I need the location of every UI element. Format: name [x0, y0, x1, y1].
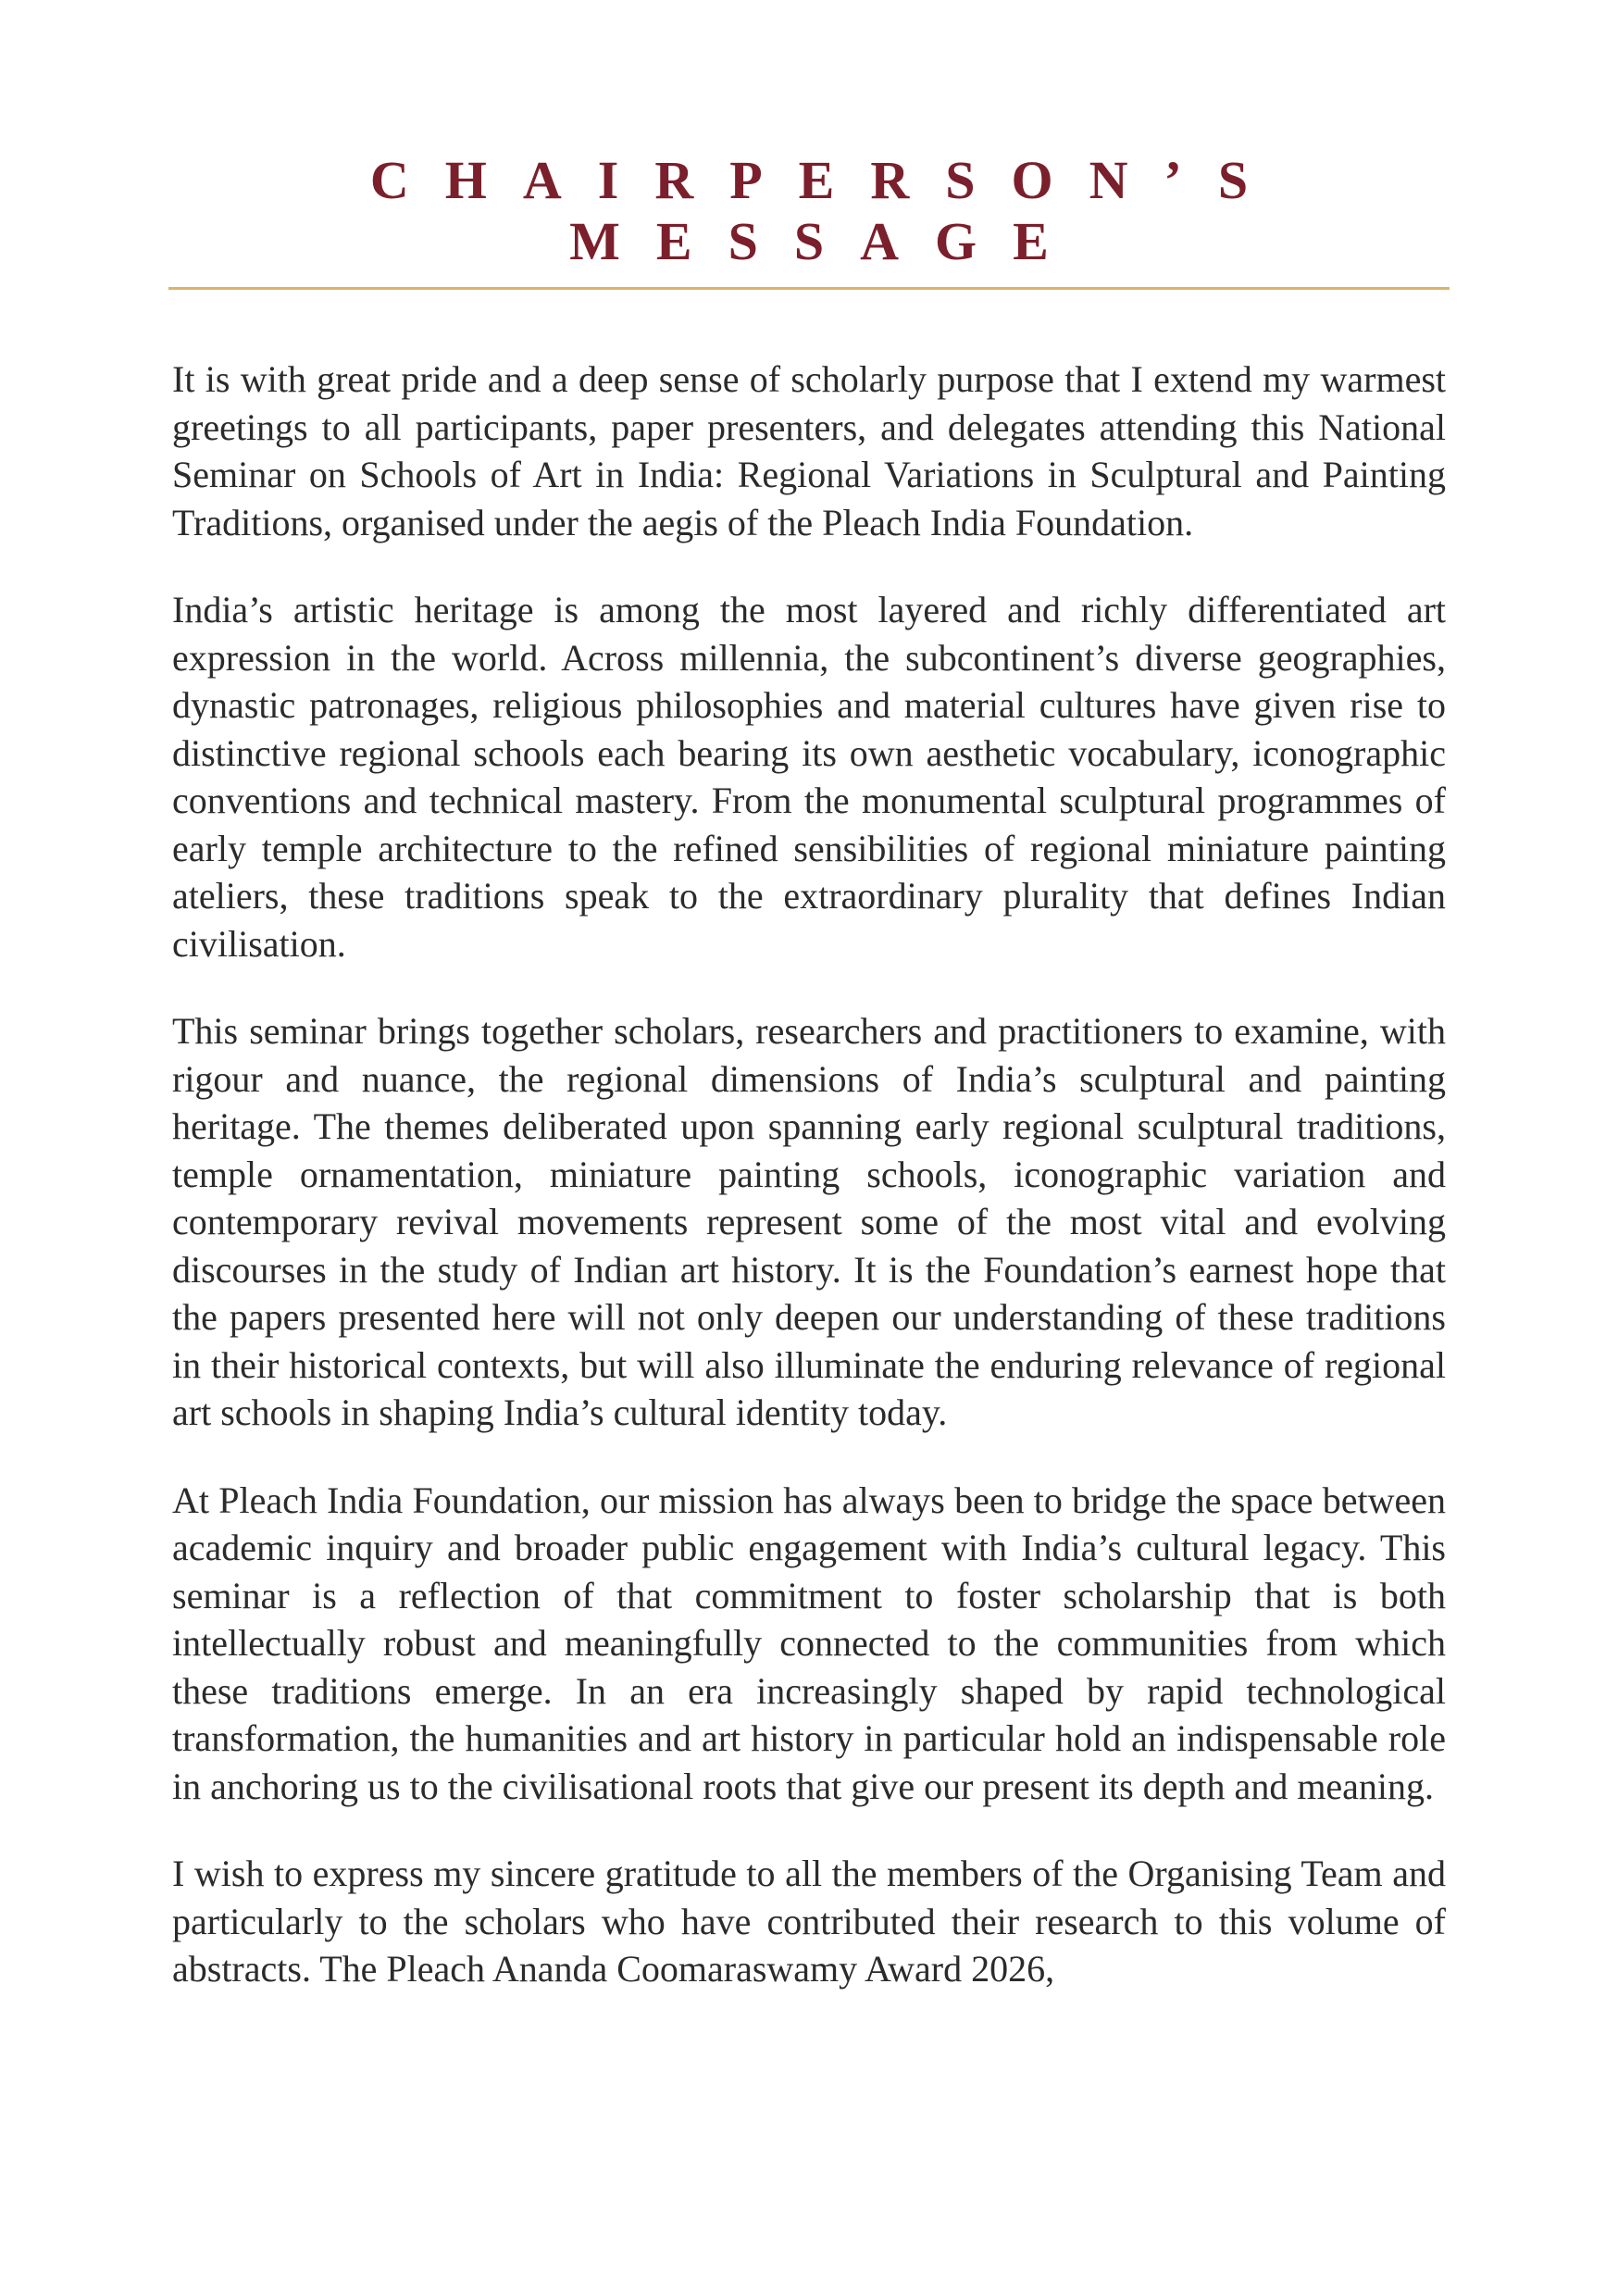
message-body [172, 356, 1446, 2033]
page-title [168, 150, 1450, 272]
title-line-1: CHAIRPERSON’S [369, 150, 1285, 210]
paragraph-3: This seminar brings together scholars, researchers and practitioners to examine, with rigour and nuance, the regional dimensions of India’s sculptural and painting heritage. The themes deliberated upon spanning early regional sculptural traditions, temple ornamentation, miniature painting schools, iconographic variation and contemporary revival movements represent some of the most vital and evolving discourses in the study of Indian art history. It is the Foundation’s earnest hope that the papers presented here will not only deepen our understanding of these traditions in their historical contexts, but will also illuminate the enduring relevance of regional art schools in shaping India’s cultural identity today. [172, 1010, 1446, 1433]
title-line-2: MESSAGE [569, 211, 1085, 271]
paragraph-2: India’s artistic heritage is among the most layered and richly differentiated art expression in the world. Across millennia, the subcontinent’s diverse geographies, dynastic patronages, religious philosophies and material cultures have given rise to distinctive regional schools each bearing its own aesthetic vocabulary, iconographic conventions and technical mastery. From the monumental sculptural programmes of early temple architecture to the refined sensibilities of regional miniature painting ateliers, these traditions speak to the extraordinary plurality that defines Indian civilisation. [172, 589, 1446, 965]
paragraph-4: At Pleach India Foundation, our mission has always been to bridge the space between academic inquiry and broader public engagement with India’s cultural legacy. This seminar is a reflection of that commitment to foster scholarship that is both intellectually robust and meaningfully connected to the communities from which these traditions emerge. In an era increasingly shaped by rapid technological transformation, the humanities and art history in particular hold an indispensable role in anchoring us to the civilisational roots that give our present its depth and meaning. [172, 1479, 1446, 1807]
title-divider [168, 287, 1450, 290]
paragraph-1: It is with great pride and a deep sense of scholarly purpose that I extend my warmest greetings to all participants, paper presenters, and delegates attending this National Seminar on Schools of Art in India: Regional Variations in Sculptural and Painting Traditions, organised under the aegis of the Pleach India Foundation. [172, 358, 1446, 543]
paragraph-5: I wish to express my sincere gratitude to all the members of the Organising Team and particularly to the scholars who have contributed their research to this volume of abstracts. The Pleach Ananda Coomaraswamy Award 2026, [172, 1853, 1446, 1990]
